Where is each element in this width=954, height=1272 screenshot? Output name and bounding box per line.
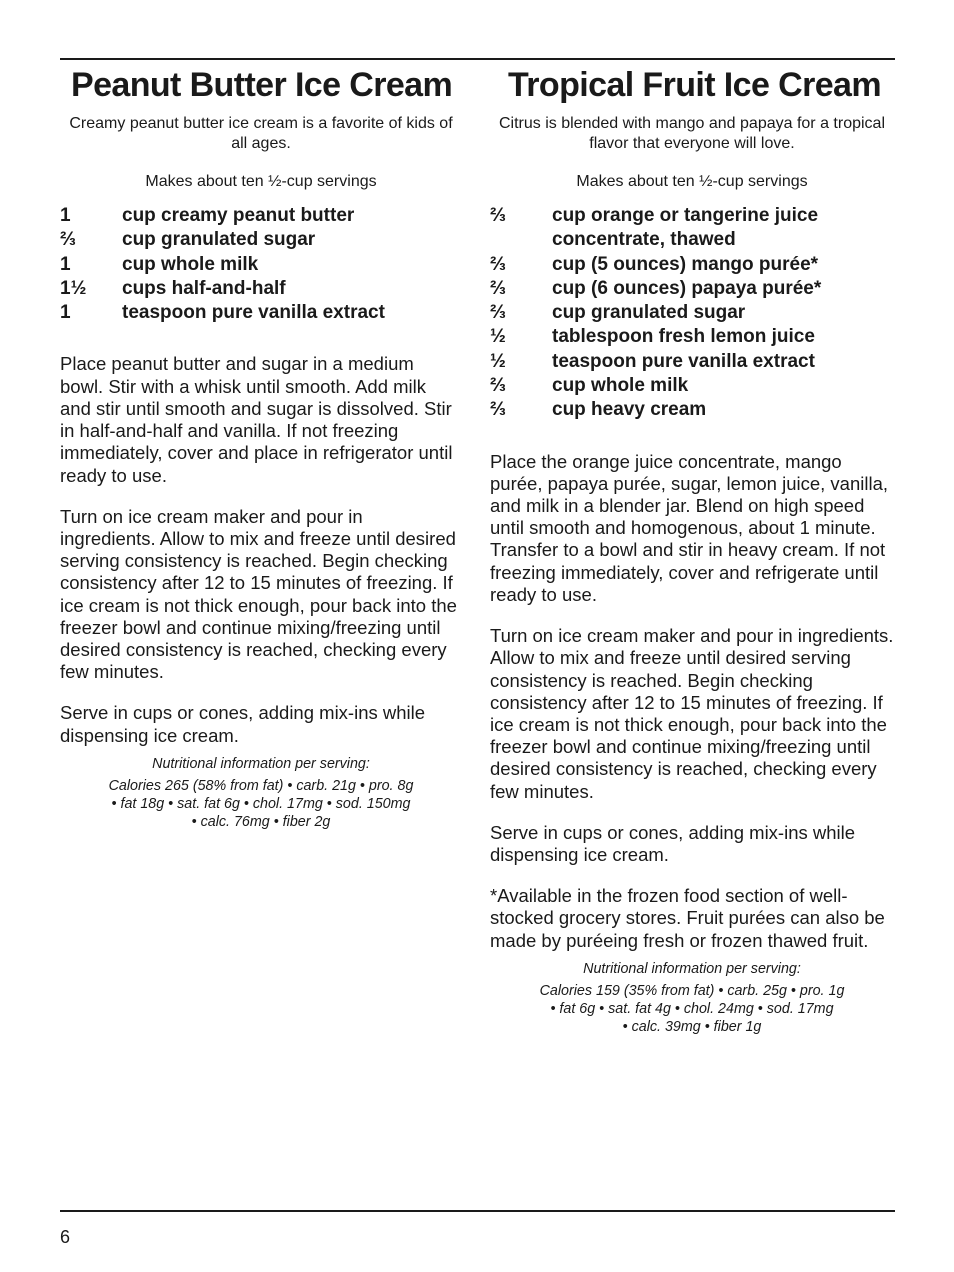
bottom-rule <box>60 1210 895 1212</box>
ingredient-qty: 1½ <box>60 277 87 299</box>
nutrition-heading: Nutritional information per serving: <box>152 755 370 772</box>
recipe-title: Peanut Butter Ice Cream <box>71 66 453 104</box>
ingredient-row <box>60 228 462 252</box>
ingredient-item: teaspoon pure vanilla extract <box>552 350 815 372</box>
recipe-yield: Makes about ten ½-cup servings <box>145 173 377 190</box>
recipe-yield: Makes about ten ½-cup servings <box>576 173 808 190</box>
method-step: Place the orange juice concentrate, mango purée, papaya purée, sugar, lemon juice, vanilla, and milk in a blender jar. Blend on high speed until smooth and homogenous, about 1 minute. Transfer to a bowl and stir in heavy cream. If not freezing immediately, cover and refrigerate until ready to use. <box>490 450 889 605</box>
ingredient-item: cup (5 ounces) mango purée* <box>552 253 819 275</box>
footnote: *Available in the frozen food section of well-stocked grocery stores. Fruit purées can also be made by puréeing fresh or frozen thawed fruit. <box>490 885 885 951</box>
tropical-fruit-recipe <box>490 64 894 1036</box>
ingredient-item: teaspoon pure vanilla extract <box>122 302 385 324</box>
peanut-butter-recipe <box>60 64 462 831</box>
ingredient-row <box>490 325 894 349</box>
page-number: 6 <box>60 1227 71 1247</box>
method-step: Serve in cups or cones, adding mix-ins while dispensing ice cream. <box>490 821 856 865</box>
ingredient-row <box>490 350 894 374</box>
ingredient-qty: ⅔ <box>490 253 506 275</box>
method-step: Turn on ice cream maker and pour in ingredients. Allow to mix and freeze until desired serving consistency is reached. Begin checking consistency after 12 to 15 minutes of freezing. If ice cream is not thick enough, pour back into the freezer bowl and continue mixing/freezing until desired consistency is reached, checking every few minutes. <box>490 625 894 802</box>
ingredient-item: cup whole milk <box>552 375 689 397</box>
ingredient-row <box>60 277 462 301</box>
ingredient-item: cup granulated sugar <box>122 229 316 251</box>
ingredient-list <box>60 204 462 325</box>
ingredient-item: tablespoon fresh lemon juice <box>552 326 815 348</box>
ingredient-row <box>490 277 894 301</box>
ingredient-row <box>490 398 894 422</box>
ingredient-row <box>490 374 894 398</box>
method-step: Turn on ice cream maker and pour in ingredients. Allow to mix and freeze until desired serving consistency is reached. Begin checking consistency after 12 to 15 minutes of freezing. If ice cream is not thick enough, pour back into the freezer bowl and continue mixing/freezing until desired consistency is reached, checking every few minutes. <box>60 505 457 683</box>
ingredient-item: cup heavy cream <box>552 399 707 421</box>
nutrition-heading: Nutritional information per serving: <box>583 960 801 977</box>
ingredient-item: cup creamy peanut butter <box>122 205 355 226</box>
ingredient-list <box>490 204 894 423</box>
ingredient-qty: 1 <box>60 205 71 226</box>
ingredient-qty: ⅔ <box>490 205 506 226</box>
recipe-title: Tropical Fruit Ice Cream <box>508 66 881 104</box>
nutrition-line: Calories 265 (58% from fat) • carb. 21g • pro. 8g <box>108 777 414 794</box>
ingredient-qty: ½ <box>490 350 506 372</box>
nutrition-line: • calc. 39mg • fiber 1g <box>622 1019 762 1036</box>
method-step: Serve in cups or cones, adding mix-ins while dispensing ice cream. <box>60 702 426 746</box>
ingredient-qty: ⅔ <box>490 277 506 299</box>
nutrition-info <box>490 960 894 1037</box>
ingredient-qty: 1 <box>60 253 71 275</box>
nutrition-line: • calc. 76mg • fiber 2g <box>191 814 331 831</box>
nutrition-info <box>60 755 462 832</box>
ingredient-row <box>60 204 462 228</box>
ingredient-row <box>490 253 894 277</box>
ingredient-qty: ½ <box>490 326 506 348</box>
nutrition-line: Calories 159 (35% from fat) • carb. 25g • pro. 1g <box>539 982 845 999</box>
ingredient-qty: ⅔ <box>490 302 506 324</box>
recipe-intro: Creamy peanut butter ice cream is a favorite of kids of all ages. <box>69 115 453 152</box>
nutrition-line: • fat 6g • sat. fat 4g • chol. 24mg • sod. 17mg <box>550 1000 834 1017</box>
recipe-intro: Citrus is blended with mango and papaya for a tropical flavor that everyone will love. <box>499 115 885 152</box>
top-rule <box>60 58 895 60</box>
ingredient-row <box>490 204 894 253</box>
ingredient-item: cup whole milk <box>122 253 259 275</box>
ingredient-qty: ⅔ <box>60 229 76 251</box>
ingredient-row <box>60 301 462 325</box>
method-step: Place peanut butter and sugar in a medium bowl. Stir with a whisk until smooth. Add milk and stir until smooth and sugar is dissolved. Stir in half-and-half and vanilla. If not freezing immediately, cover and place in refrigerator until ready to use. <box>60 353 453 486</box>
ingredient-item: cups half-and-half <box>122 277 286 299</box>
nutrition-line: • fat 18g • sat. fat 6g • chol. 17mg • sod. 150mg <box>111 795 411 812</box>
ingredient-qty: ⅔ <box>490 375 506 397</box>
ingredient-item: cup (6 ounces) papaya purée* <box>552 277 822 299</box>
ingredient-qty: ⅔ <box>490 399 506 421</box>
ingredient-item: cup orange or tangerine juice concentrate, thawed <box>552 205 819 251</box>
ingredient-item: cup granulated sugar <box>552 302 746 324</box>
ingredient-row <box>60 253 462 277</box>
ingredient-qty: 1 <box>60 302 71 324</box>
ingredient-row <box>490 301 894 325</box>
